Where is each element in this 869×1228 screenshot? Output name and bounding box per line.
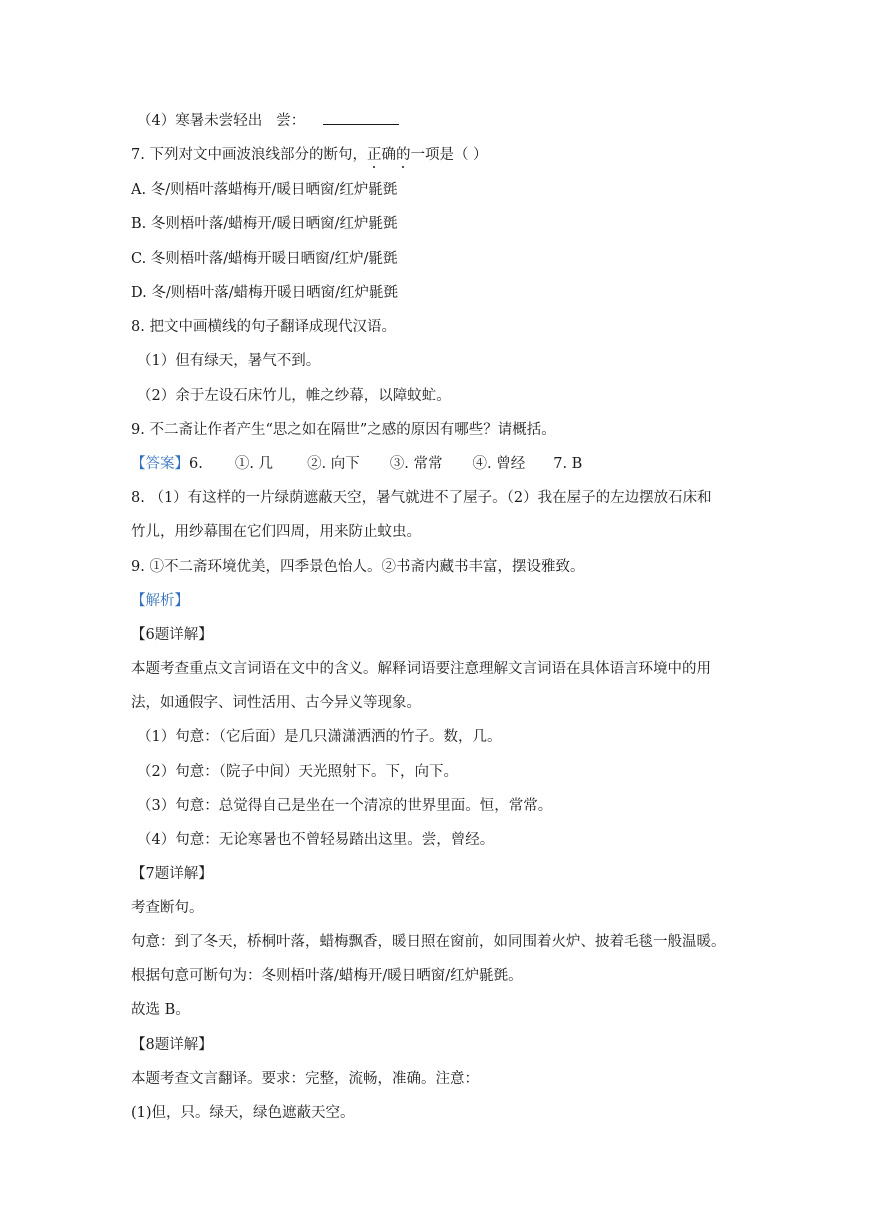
section-8-line-2: (1)但，只。绿天，绿色遮蔽天空。 — [131, 1105, 355, 1121]
answer-9: 9. ①不二斋环境优美，四季景色怡人。②书斋内藏书丰富，摆设雅致。 — [131, 559, 585, 575]
q7-title-suffix: 一项是（ ） — [410, 147, 488, 163]
answer-6-3: ③. 常常 — [389, 456, 443, 472]
answer-6-2: ②. 向下 — [307, 456, 360, 472]
q7-title-prefix: 7. 下列对文中画波浪线部分的断句， — [131, 147, 367, 163]
q7-option-d: D. 冬/则梧叶落/蜡梅开暖日晒窗/红炉毾㲪 — [131, 285, 398, 301]
answer-6-1: ①. 几 — [234, 456, 274, 472]
answer-6-number: 6. — [189, 456, 203, 472]
q7-option-c: C. 冬则梧叶落/蜡梅开暖日晒窗/红炉/毾㲪 — [131, 251, 398, 267]
q8-item-2: （2）余于左设石床竹儿，帷之纱幕，以障蚊虻。 — [137, 388, 451, 404]
q7-emphasis-char-2: 的 — [395, 147, 411, 163]
answer-6-4: ④. 曾经 — [472, 456, 526, 472]
analysis-tag: 【解析】 — [131, 593, 189, 609]
answer-8-line-1: 8. （1）有这样的一片绿荫遮蔽天空，暑气就进不了屋子。（2）我在屋子的左边摆放石床和 — [131, 490, 712, 506]
q8-item-1: （1）但有绿天，暑气不到。 — [137, 353, 321, 369]
answer-7: 7. B — [553, 456, 583, 472]
section-6-intro-line-2: 法，如通假字、词性活用、古今异义等现象。 — [131, 695, 421, 711]
q8-title: 8. 把文中画横线的句子翻译成现代汉语。 — [131, 319, 396, 335]
section-6-item-4: （4）句意：无论寒暑也不曾轻易踏出这里。尝，曾经。 — [137, 832, 495, 848]
section-6-intro-line-1: 本题考查重点文言词语在文中的含义。解释词语要注意理解文言词语在具体语言环境中的用 — [131, 661, 711, 677]
q6-item-4-label: 尝： — [276, 113, 306, 129]
section-7-line-4: 故选 B。 — [131, 1002, 190, 1018]
answer-blank — [323, 110, 399, 125]
section-8-title: 【8题详解】 — [131, 1037, 213, 1053]
section-7-title: 【7题详解】 — [131, 866, 213, 882]
answer-tag: 【答案】 — [131, 456, 189, 472]
q6-item-4-text: （4）寒暑未尝轻出 — [137, 113, 263, 129]
section-6-item-1: （1）句意：（它后面）是几只潇潇洒洒的竹子。数，几。 — [137, 729, 502, 745]
section-7-line-1: 考查断句。 — [131, 900, 204, 916]
section-6-item-3: （3）句意：总觉得自己是坐在一个清凉的世界里面。恒，常常。 — [137, 798, 553, 814]
section-7-line-3: 根据句意可断句为：冬则梧叶落/蜡梅开/暖日晒窗/红炉毾㲪。 — [131, 968, 523, 984]
q7-title-mid: 确 — [381, 147, 396, 163]
q7-emphasis-char-1: 正 — [366, 147, 382, 163]
q9-title: 9. 不二斋让作者产生“思之如在隔世”之感的原因有哪些？请概括。 — [131, 422, 556, 438]
answer-line — [131, 454, 582, 474]
section-6-title: 【6题详解】 — [131, 627, 213, 643]
q7-title — [131, 145, 488, 165]
answer-8-line-2: 竹儿，用纱幕围在它们四周，用来防止蚊虫。 — [131, 524, 421, 540]
section-6-item-2: （2）句意：（院子中间）天光照射下。下，向下。 — [137, 764, 458, 780]
q7-option-b: B. 冬则梧叶落/蜡梅开/暖日晒窗/红炉毾㲪 — [131, 216, 398, 232]
q6-item-4 — [137, 110, 399, 131]
section-7-line-2: 句意：到了冬天，桥桐叶落，蜡梅飘香，暖日照在窗前，如同围着火炉、披着毛毯一般温暖。 — [131, 934, 726, 950]
section-8-line-1: 本题考查文言翻译。要求：完整，流畅，准确。注意： — [131, 1071, 479, 1087]
q7-option-a: A. 冬/则梧叶落蜡梅开/暖日晒窗/红炉毾㲪 — [131, 182, 398, 198]
